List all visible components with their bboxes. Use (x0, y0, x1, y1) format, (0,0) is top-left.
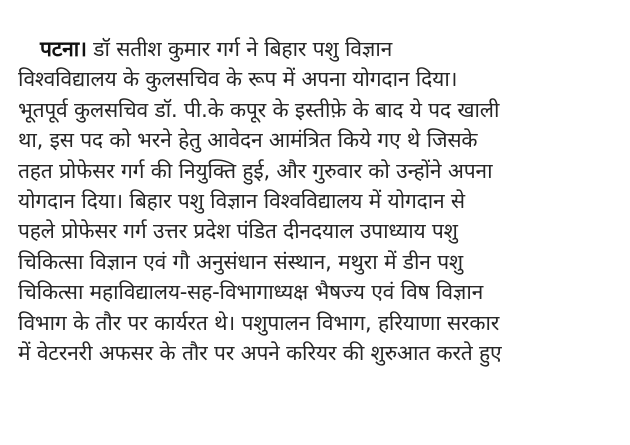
article-line-1 (18, 34, 618, 64)
news-article-body (18, 34, 618, 368)
dateline: पटना। (40, 37, 87, 61)
article-line-2: विश्वविद्यालय के कुलसचिव के रूप में अपना योगदान दिया। (18, 67, 458, 92)
article-line-5: तहत प्रोफेसर गर्ग की नियुक्ति हुई, और गुरुवार को उन्होंने अपना (18, 158, 493, 183)
article-line-7: पहले प्रोफेसर गर्ग उत्तर प्रदेश पंडित दीनदयाल उपाध्याय पशु (18, 219, 458, 244)
article-line-11: में वेटरनरी अफसर के तौर पर अपने करियर की शुरुआत करते हुए (18, 340, 502, 365)
article-line-3: भूतपूर्व कुलसचिव डॉ. पी.के कपूर के इस्तीफ़े के बाद ये पद खाली (18, 97, 500, 122)
article-line-10: विभाग के तौर पर कार्यरत थे। पशुपालन विभाग, हरियाणा सरकार (18, 310, 500, 335)
article-text: डॉ सतीश कुमार गर्ग ने बिहार पशु विज्ञान (93, 37, 393, 61)
article-line-4: था, इस पद को भरने हेतु आवेदन आमंत्रित किये गए थे जिसके (18, 128, 478, 153)
article-line-8: चिकित्सा विज्ञान एवं गौ अनुसंधान संस्थान, मथुरा में डीन पशु (18, 249, 464, 274)
cropped-headline-fragment (0, 0, 630, 14)
article-line-6: योगदान दिया। बिहार पशु विज्ञान विश्वविद्यालय में योगदान से (18, 188, 465, 213)
cropped-next-line (0, 430, 630, 445)
article-line-9: चिकित्सा महाविद्यालय-सह-विभागाध्यक्ष भैषज्य एवं विष विज्ञान (18, 280, 484, 305)
